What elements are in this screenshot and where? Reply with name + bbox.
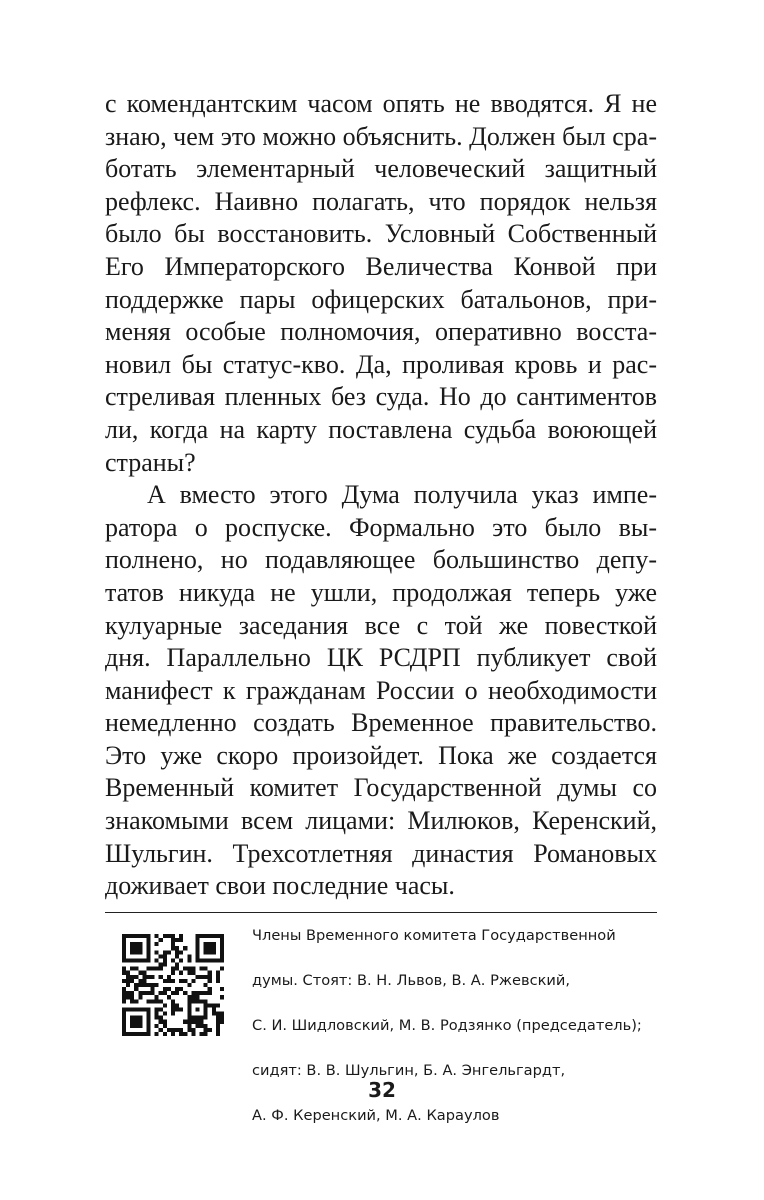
- text-line: ратора о роспуске. Формально это было вы-: [105, 512, 657, 542]
- caption-line: Члены Временного комитета Государственной: [252, 927, 616, 944]
- text-line: ли, когда на карту поставлена судьба воюющей: [105, 414, 657, 444]
- text-line: кулуарные заседания все с той же повесткой: [105, 610, 657, 640]
- text-line: знакомыми всем лицами: Милюков, Керенский,: [105, 806, 657, 836]
- text-line: было бы восстановить. Условный Собственный: [105, 219, 657, 249]
- body-text: [105, 88, 657, 903]
- text-line: татов никуда не ушли, продолжая теперь уже: [105, 577, 657, 607]
- text-line: полнено, но подавляющее большинство депу-: [105, 545, 657, 575]
- text-line: поддержке пары офицерских батальонов, при-: [105, 284, 657, 314]
- text-line: немедленно создать Временное правительство.: [105, 708, 657, 738]
- page-number: 32: [368, 1078, 396, 1102]
- text-line: меняя особые полномочия, оперативно восста-: [105, 317, 657, 347]
- caption-line: думы. Стоят: В. Н. Львов, В. А. Ржевский,: [252, 972, 571, 989]
- caption-line: А. Ф. Керенский, М. А. Караулов: [252, 1107, 500, 1124]
- text-line: дня. Параллельно ЦК РСДРП публикует свой: [105, 643, 657, 673]
- text-line: рефлекс. Наивно полагать, что порядок нельзя: [105, 186, 657, 216]
- text-line: Это уже скоро произойдет. Пока же создается: [105, 740, 657, 770]
- text-line: доживает свои последние часы.: [105, 871, 455, 901]
- qr-code-icon[interactable]: [122, 934, 224, 1036]
- caption-line: сидят: В. В. Шульгин, Б. А. Энгельгардт,: [252, 1062, 566, 1079]
- text-line: страны?: [105, 447, 196, 477]
- paragraph-1: [105, 88, 657, 479]
- text-line: манифест к гражданам России о необходимости: [105, 675, 657, 705]
- text-line: А вместо этого Дума получила указ импе-: [147, 480, 657, 510]
- text-line: новил бы статус-кво. Да, проливая кровь и рас-: [105, 349, 657, 379]
- text-line: с комендантским часом опять не вводятся. Я не: [105, 89, 657, 118]
- footnote-divider: [105, 912, 657, 913]
- text-line: стреливая пленных без суда. Но до сантиментов: [105, 382, 657, 412]
- text-line: Шульгин. Трехсотлетняя династия Романовых: [105, 838, 657, 868]
- text-line: знаю, чем это можно объяснить. Должен был сра-: [105, 121, 658, 151]
- text-line: ботать элементарный человеческий защитный: [105, 154, 657, 184]
- text-line: Его Императорского Величества Конвой при: [105, 251, 657, 281]
- caption-line: С. И. Шидловский, М. В. Родзянко (председатель);: [252, 1017, 642, 1034]
- paragraph-2: [105, 479, 657, 903]
- text-line: Временный комитет Государственной думы со: [105, 773, 657, 803]
